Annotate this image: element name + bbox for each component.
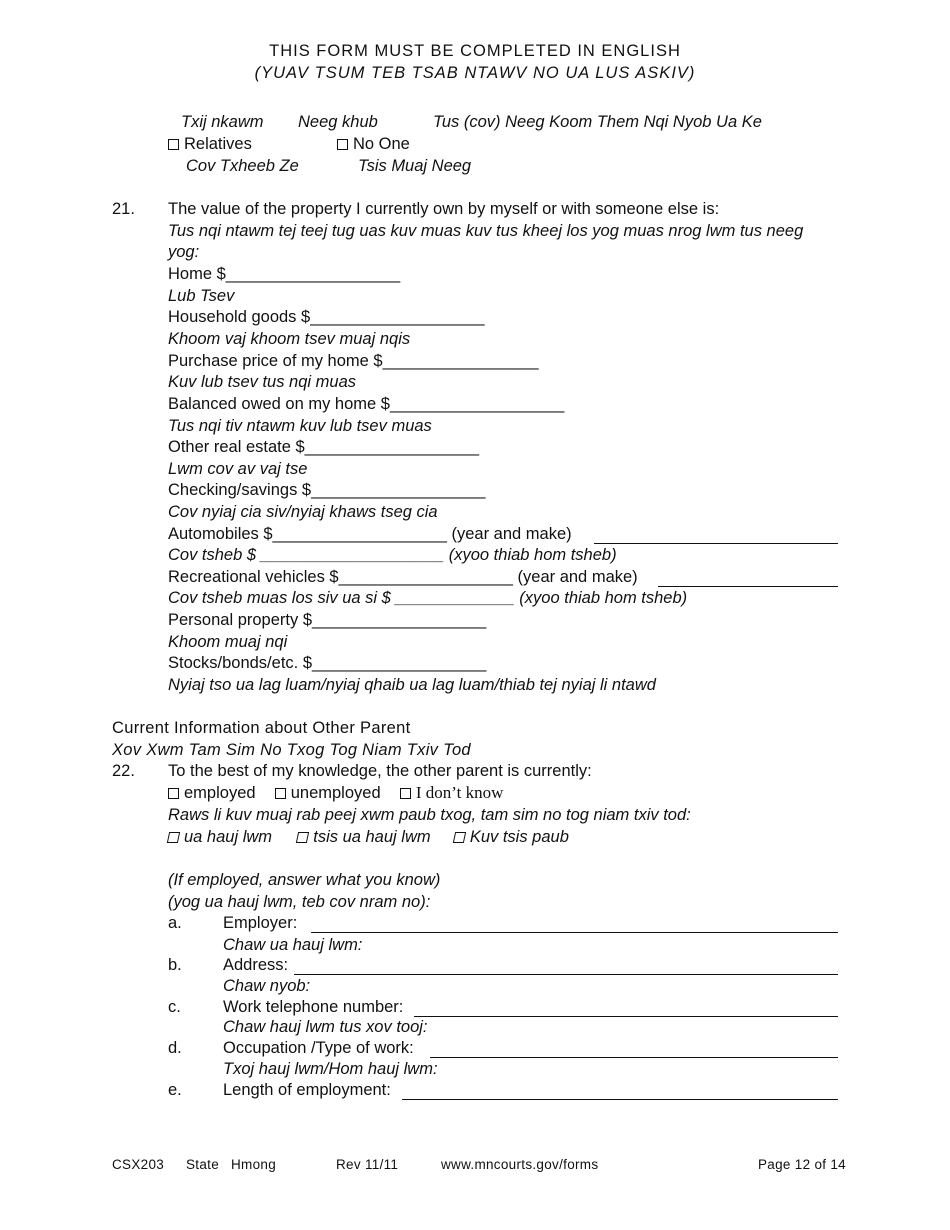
checkbox-no-one[interactable] [337,133,410,155]
checkbox-label: ua hauj lwm [184,828,273,846]
question-number-21: 21. [112,200,135,218]
checkbox-dont-know[interactable] [400,784,504,802]
occupation-input-line[interactable] [430,1056,838,1058]
field-purchase-price[interactable]: Purchase price of my home $_________________ [168,352,539,370]
field-automobiles-year-make-line[interactable] [594,542,838,544]
field-balance-owed[interactable]: Balanced owed on my home $___________________ [168,395,565,413]
question-22-hm: Raws li kuv muaj rab peej xwm paub txog, tam sim no tog niam txiv tod: [168,806,691,824]
employer-label-hm: Chaw ua hauj lwm: [223,936,363,954]
checkbox-box[interactable] [168,788,179,799]
address-label: Address: [223,956,289,974]
field-personal-property-hm: Khoom muaj nqi [168,633,288,651]
checkbox-box[interactable] [453,832,466,843]
checkbox-label: I don’t know [415,783,504,802]
checkbox-label: No One [353,135,410,153]
footer-form-code: CSX203 [112,1157,165,1172]
checkbox-box[interactable] [400,788,411,799]
field-checking-savings-hm: Cov nyiaj cia siv/nyiaj khaws tseg cia [168,503,438,521]
field-other-real-estate-hm: Lwm cov av vaj tse [168,460,308,478]
section-title-hm: Xov Xwm Tam Sim No Txog Tog Niam Txiv Tod [112,741,471,759]
checkbox-label: unemployed [290,784,381,802]
question-21-text: The value of the property I currently own by myself or with someone else is: [168,200,720,218]
checkbox-box[interactable] [168,139,179,150]
work-phone-input-line[interactable] [414,1015,838,1017]
item-letter: b. [168,956,182,974]
checkbox-label: tsis ua hauj lwm [313,828,431,846]
field-purchase-price-hm: Kuv lub tsev tus nqi muas [168,373,357,391]
field-household-goods-hm: Khoom vaj khoom tsev muaj nqis [168,330,411,348]
footer-page-number: Page 12 of 14 [758,1157,846,1172]
checkbox-box[interactable] [337,139,348,150]
question-21-hm-line1: Tus nqi ntawm tej teej tug uas kuv muas kuv tus kheej los yog muas nrog lwm tus neeg [168,222,804,240]
field-household-goods[interactable]: Household goods $___________________ [168,308,485,326]
footer-language: Hmong [231,1157,277,1172]
label-partner-hm: Neeg khub [298,113,378,131]
field-stocks-bonds-hm: Nyiaj tso ua lag luam/nyiaj qhaib ua lag luam/thiab tej nyiaj li ntawd [168,676,656,694]
field-automobiles-hm: Cov tsheb $ ____________________ (xyoo thiab hom tsheb) [168,546,617,564]
checkbox-label: Kuv tsis paub [469,828,569,846]
checkbox-label: Relatives [184,135,252,153]
employment-length-input-line[interactable] [402,1098,838,1100]
checkbox-dont-know-hm[interactable] [454,828,569,846]
checkbox-employed[interactable] [168,784,256,802]
label-household-members-hm: Tus (cov) Neeg Koom Them Nqi Nyob Ua Ke [433,113,762,131]
employment-length-label: Length of employment: [223,1081,391,1099]
field-home-value-hm: Lub Tsev [168,287,235,305]
checkbox-label: employed [184,784,256,802]
label-spouse-hm: Txij nkawm [181,113,264,131]
if-employed-note-hm: (yog ua hauj lwm, teb cov nram no): [168,893,431,911]
field-recreational-vehicles[interactable]: Recreational vehicles $___________________ (year and make) [168,568,638,586]
field-stocks-bonds[interactable]: Stocks/bonds/etc. $___________________ [168,654,487,672]
item-letter: d. [168,1039,182,1057]
checkbox-relatives[interactable] [168,133,252,155]
field-balance-owed-hm: Tus nqi tiv ntawm kuv lub tsev muas [168,417,432,435]
field-other-real-estate[interactable]: Other real estate $___________________ [168,438,480,456]
checkbox-box[interactable] [296,832,309,843]
checkbox-employed-hm[interactable] [168,828,272,846]
footer-url[interactable]: www.mncourts.gov/forms [441,1157,599,1172]
employment-status-options [168,782,503,804]
item-letter: c. [168,998,181,1016]
footer-state: State [186,1157,220,1172]
label-no-one-hm: Tsis Muaj Neeg [358,157,472,175]
footer-revision: Rev 11/11 [336,1157,399,1172]
checkbox-unemployed-hm[interactable] [297,828,430,846]
question-22-text: To the best of my knowledge, the other parent is currently: [168,762,592,780]
checkbox-box[interactable] [167,832,180,843]
employer-label: Employer: [223,914,298,932]
work-phone-label: Work telephone number: [223,998,404,1016]
address-label-hm: Chaw nyob: [223,977,311,995]
checkbox-box[interactable] [275,788,286,799]
field-personal-property[interactable]: Personal property $___________________ [168,611,487,629]
employer-input-line[interactable] [311,931,838,933]
work-phone-label-hm: Chaw hauj lwm tus xov tooj: [223,1018,428,1036]
occupation-label-hm: Txoj hauj lwm/Hom hauj lwm: [223,1060,438,1078]
occupation-label: Occupation /Type of work: [223,1039,414,1057]
field-home-value[interactable]: Home $___________________ [168,265,401,283]
field-recreational-vehicles-hm: Cov tsheb muas los siv ua si $ _____________ (xyoo thiab hom tsheb) [168,589,688,607]
question-21-hm-line2: yog: [168,243,200,261]
section-title: Current Information about Other Parent [112,719,411,737]
if-employed-note: (If employed, answer what you know) [168,871,441,889]
employment-status-options-hm [168,826,569,848]
checkbox-unemployed[interactable] [275,784,381,802]
question-number-22: 22. [112,762,135,780]
item-letter: e. [168,1081,182,1099]
field-checking-savings[interactable]: Checking/savings $___________________ [168,481,486,499]
form-header-english: THIS FORM MUST BE COMPLETED IN ENGLISH [269,42,681,60]
item-letter: a. [168,914,182,932]
label-relatives-hm: Cov Txheeb Ze [186,157,299,175]
address-input-line[interactable] [294,973,838,975]
field-automobiles[interactable]: Automobiles $___________________ (year and make) [168,525,572,543]
form-header-hmong: (YUAV TSUM TEB TSAB NTAWV NO UA LUS ASKIV) [254,64,696,82]
